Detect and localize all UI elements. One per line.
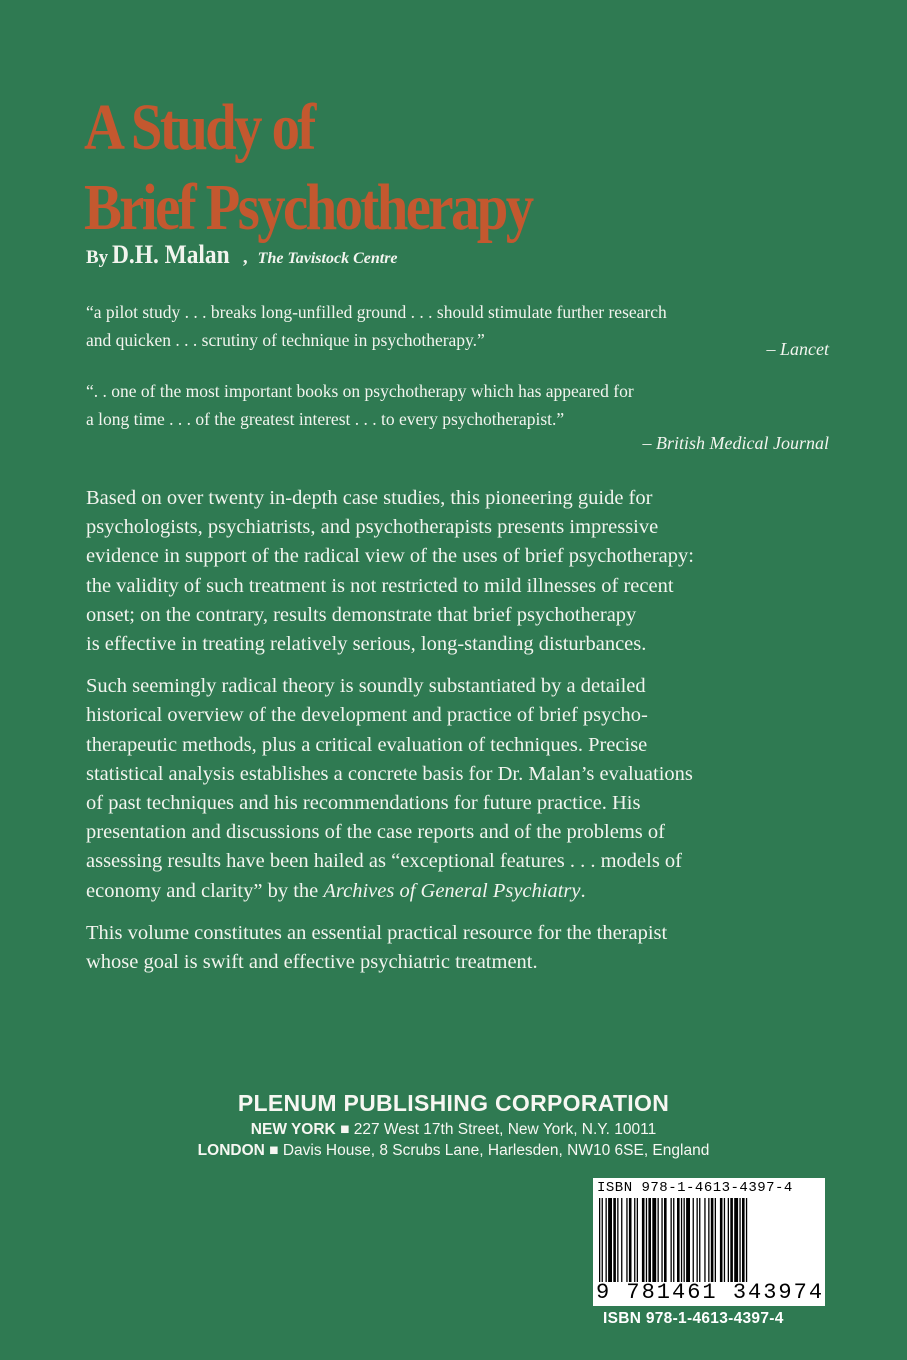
text-line: economy and clarity” by the: [86, 879, 324, 902]
quote-line: “. . one of the most important books on psychotherapy which has appeared for: [86, 381, 634, 401]
quote-line: “a pilot study . . . breaks long-unfilled ground . . . should stimulate further research: [86, 302, 667, 322]
publisher-address-ny: [0, 1121, 907, 1139]
city-new-york: NEW YORK: [250, 1121, 336, 1138]
publisher-name: PLENUM PUBLISHING CORPORATION: [237, 1090, 670, 1116]
text-line: psychologists, psychiatrists, and psychotherapists presents impressive: [86, 516, 659, 539]
text-line: evidence in support of the radical view of the uses of brief psychotherapy:: [86, 545, 694, 568]
text-line: statistical analysis establishes a concrete basis for Dr. Malan’s evaluations: [86, 762, 693, 785]
author-institution: The Tavistock Centre: [257, 250, 398, 267]
description-paragraph-2: [86, 672, 826, 906]
book-title: [84, 88, 532, 248]
text-line: is effective in treating relatively serious, long-standing disturbances.: [86, 633, 647, 656]
quote-attribution-bmj: – British Medical Journal: [642, 433, 829, 453]
bullet-icon: ■: [269, 1142, 279, 1159]
text-line: historical overview of the development and practice of brief psycho-: [86, 704, 648, 727]
quote-line: and quicken . . . scrutiny of technique in psychotherapy.”: [86, 330, 485, 350]
text-line: whose goal is swift and effective psychiatric treatment.: [86, 951, 538, 974]
address-new-york: 227 West 17th Street, New York, N.Y. 10011: [353, 1121, 657, 1138]
address-london: Davis House, 8 Scrubs Lane, Harlesden, NW10 6SE, England: [282, 1142, 710, 1159]
byline: [86, 240, 398, 270]
title-line-1: A Study of: [84, 91, 314, 164]
text-line: the validity of such treatment is not restricted to mild illnesses of recent: [86, 574, 674, 597]
description-paragraph-1: [86, 484, 826, 659]
byline-prefix: By: [86, 247, 109, 268]
text-line: of past techniques and his recommendations for future practice. His: [86, 792, 641, 815]
barcode: [593, 1178, 825, 1306]
text-line: therapeutic methods, plus a critical evaluation of techniques. Precise: [86, 733, 648, 756]
text-line: Based on over twenty in-depth case studies, this pioneering guide for: [86, 487, 653, 509]
text-line: assessing results have been hailed as “exceptional features . . . models of: [86, 850, 683, 873]
author-name: D.H. Malan: [112, 240, 230, 269]
description-paragraph-3: [86, 919, 826, 977]
bullet-icon: ■: [340, 1121, 350, 1138]
city-london: LONDON: [197, 1142, 265, 1159]
byline-separator: ,: [242, 247, 248, 268]
review-quote-lancet: [86, 298, 831, 354]
barcode-digits: 9 781461 343974: [596, 1280, 825, 1305]
publisher-address-london: [0, 1142, 907, 1160]
text-line: onset; on the contrary, results demonstrate that brief psychotherapy: [86, 603, 637, 626]
text-line: Such seemingly radical theory is soundly substantiated by a detailed: [86, 675, 646, 698]
barcode-isbn-label: ISBN 978-1-4613-4397-4: [597, 1180, 793, 1196]
isbn-number: ISBN 978-1-4613-4397-4: [603, 1310, 784, 1327]
quote-line: a long time . . . of the greatest interest . . . to every psychotherapist.”: [86, 409, 565, 429]
barcode-bars-icon: [597, 1198, 821, 1282]
book-description: [86, 484, 826, 990]
text-line: .: [580, 879, 586, 902]
quote-attribution-lancet: – Lancet: [766, 339, 829, 359]
title-line-2: Brief Psychotherapy: [84, 171, 532, 244]
text-line: presentation and discussions of the case reports and of the problems of: [86, 821, 665, 844]
text-line: This volume constitutes an essential practical resource for the therapist: [86, 921, 668, 944]
review-quote-bmj: [86, 377, 831, 433]
journal-title: Archives of General Psychiatry: [323, 879, 581, 902]
